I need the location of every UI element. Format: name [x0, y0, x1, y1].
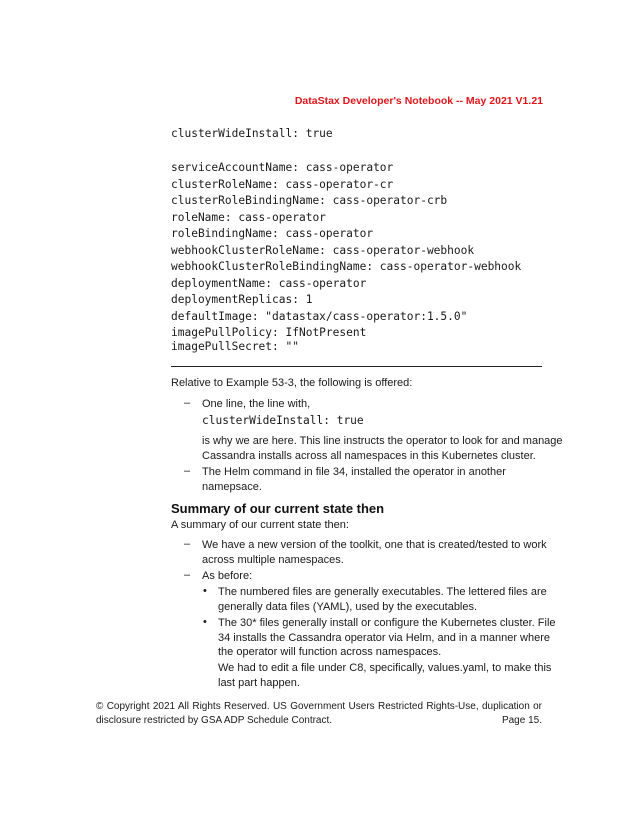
sub-list-item-text: the operator will function across namespaces.: [218, 646, 442, 658]
page-footer: [96, 700, 542, 728]
sub-list-item-text: 34 installs the Cassandra operator via Helm, and in a manner where: [218, 631, 551, 644]
code-line: webhookClusterRoleBindingName: cass-operator-webhook: [171, 260, 522, 273]
code-line: roleBindingName: cass-operator: [171, 227, 374, 240]
code-line: roleName: cass-operator: [171, 210, 326, 224]
list-item-text: As before:: [202, 570, 253, 582]
dash-marker: –: [184, 569, 191, 581]
code-line: clusterWideInstall: true: [171, 127, 333, 140]
code-line: imagePullPolicy: IfNotPresent: [171, 326, 367, 339]
sub-list-item-text: We had to edit a file under C8, specifically, values.yaml, to make this: [218, 662, 552, 674]
section-heading: Summary of our current state then: [171, 501, 385, 516]
sub-list-item-text: The 30* files generally install or configure the Kubernetes cluster. File: [218, 617, 556, 629]
example-bottom-rule: [171, 366, 542, 367]
code-line: clusterRoleName: cass-operator-cr: [171, 177, 394, 191]
list-item-text: The Helm command in file 34, installed the operator in another: [202, 466, 506, 478]
list-item-text: Cassandra installs across all namespaces in this Kubernetes cluster.: [202, 449, 536, 462]
code-line: serviceAccountName: cass-operator: [171, 161, 394, 174]
sub-list-item-text: last part happen.: [218, 676, 300, 689]
dash-marker: –: [184, 538, 191, 550]
footer-second-line: [96, 714, 542, 728]
list-item-lead: One line, the line with,: [202, 398, 311, 410]
page-number: Page 15.: [501, 715, 542, 726]
section-intro: A summary of our current state then:: [171, 519, 349, 531]
code-line: deploymentName: cass-operator: [171, 276, 367, 290]
code-line: clusterRoleBindingName: cass-operator-crb: [171, 194, 448, 207]
sub-list-item-text: generally data files (YAML), used by the executables.: [218, 600, 478, 613]
list-item-text: We have a new version of the toolkit, one that is created/tested to work: [202, 539, 547, 551]
code-line: imagePullSecret: "": [171, 340, 299, 353]
body-intro: Relative to Example 53-3, the following is offered:: [171, 377, 413, 389]
copyright-line: © Copyright 2021 All Rights Reserved. US Government Users Restricted Rights-Use, duplication or: [96, 701, 542, 712]
dash-marker: –: [184, 465, 191, 477]
dash-marker: –: [184, 397, 191, 409]
bullet-marker: •: [203, 585, 207, 597]
list-item-text: is why we are here. This line instructs the operator to look for and manage: [202, 435, 563, 447]
list-item-text: across multiple namespaces.: [202, 553, 344, 566]
code-line: webhookClusterRoleName: cass-operator-webhook: [171, 243, 475, 257]
code-line: deploymentReplicas: 1: [171, 293, 313, 306]
sub-list-item-text: The numbered files are generally executables. The lettered files are: [218, 586, 547, 598]
bullet-marker: •: [203, 616, 207, 628]
list-item-text: namepsace.: [202, 480, 262, 493]
running-header: DataStax Developer's Notebook -- May 2021 V1.21: [294, 95, 543, 107]
inline-code: clusterWideInstall: true: [202, 414, 364, 427]
code-line: defaultImage: "datastax/cass-operator:1.5.0": [171, 309, 468, 323]
copyright-line-2: disclosure restricted by GSA ADP Schedule Contract.: [96, 715, 333, 726]
